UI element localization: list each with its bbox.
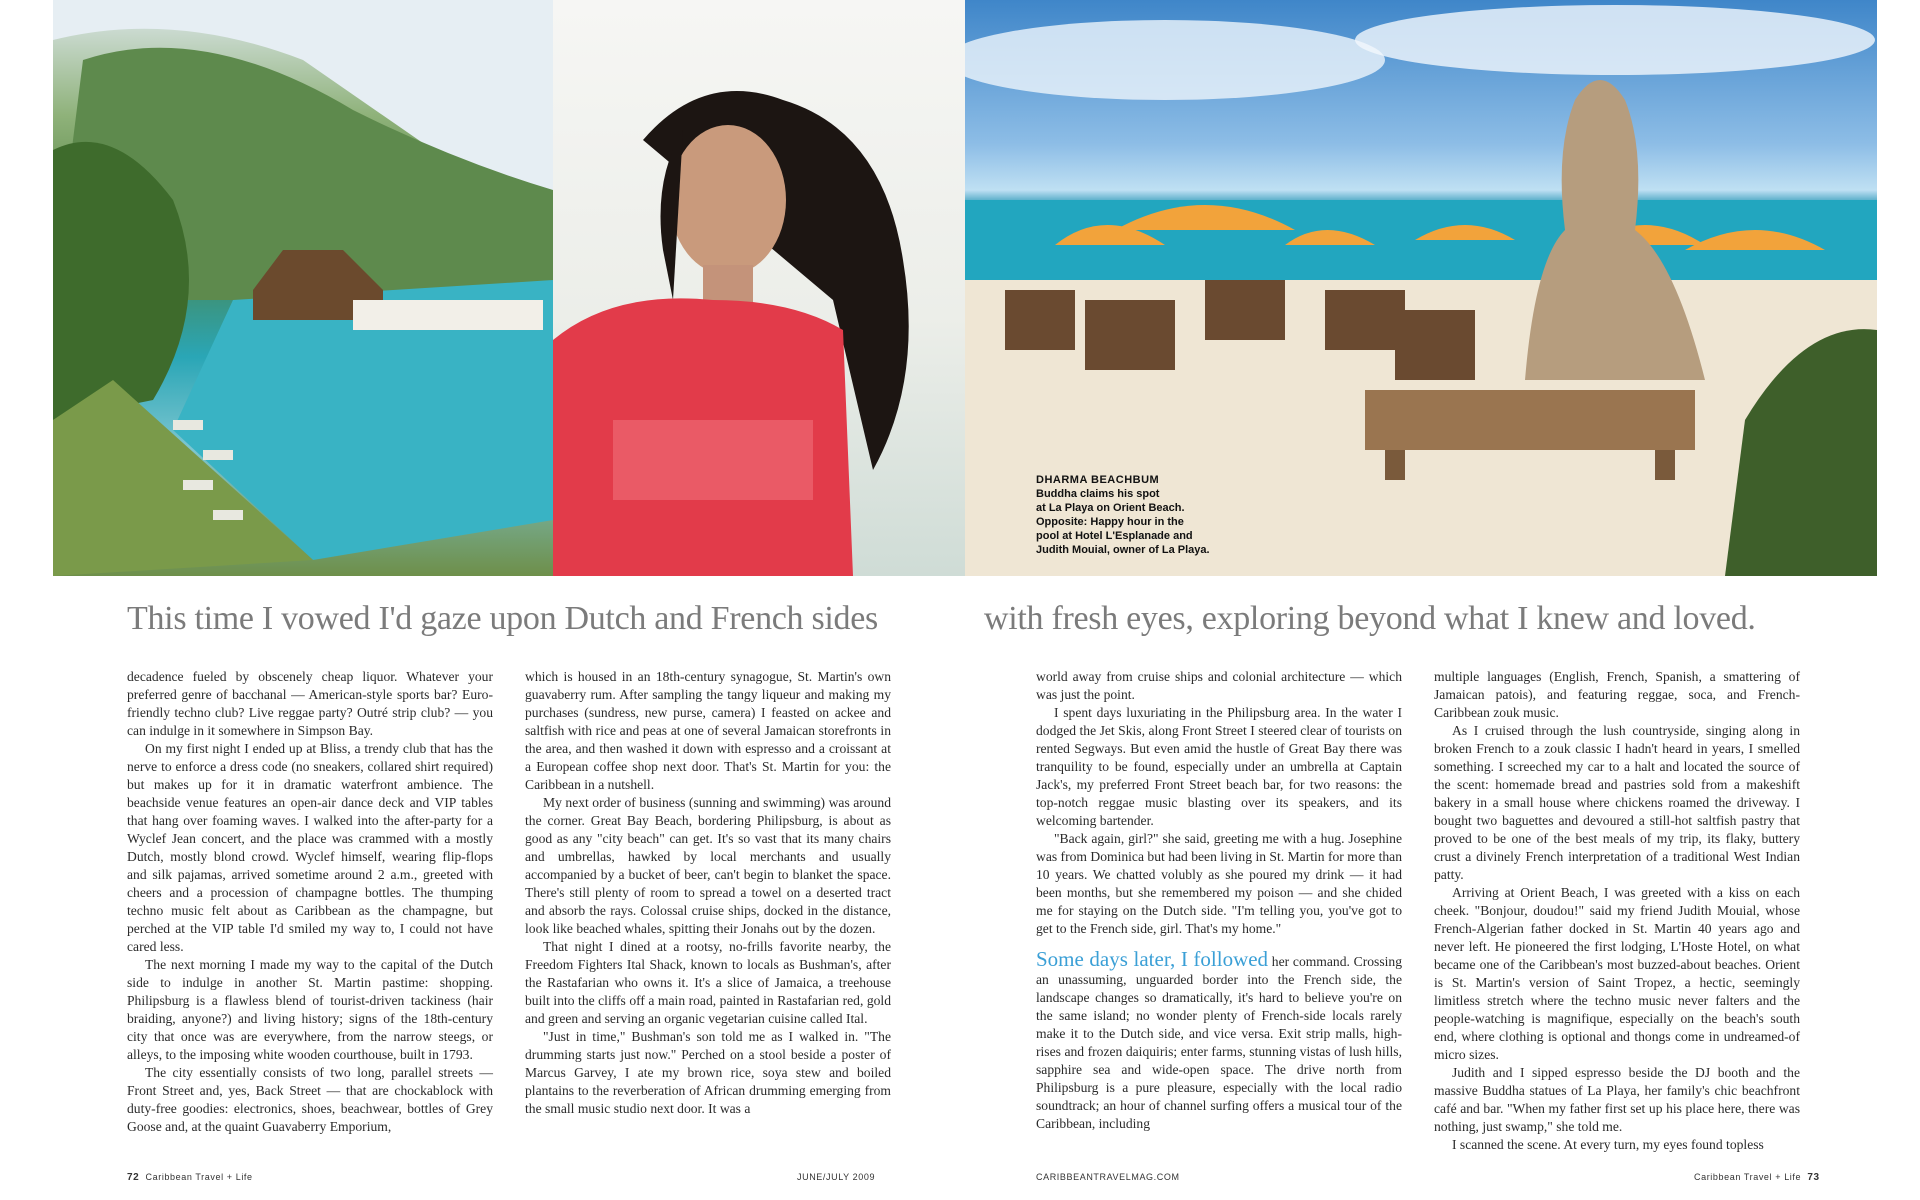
caption-line: Judith Mouial, owner of La Playa. [1036, 544, 1210, 556]
photo-caption [1036, 473, 1296, 557]
paragraph: The next morning I made my way to the capital of the Dutch side to indulge in another St. Martin pastime: shopping. Philipsburg is a flawless blend of tourist-driven tackiness (hair braiding, anyone?) and living history; signs of the 18th-century city that once was are everywhere, from the narrow steegs, or alleys, to the imposing white wooden courthouse, built in 1793. [127, 957, 493, 1062]
paragraph: On my first night I ended up at Bliss, a trendy club that has the nerve to enforce a dress code (no sneakers, collared shirt required) but makes up for it in dramatic waterfront ambience. The beachside venue features an open-air dance deck and VIP tables that hang over foaming waves. I walked into the after-party for a Wyclef Jean concert, and the place was crammed with a mostly Dutch, mostly blond crowd. Wyclef himself, wearing flip-flops and silk pajamas, arrived sometime around 2 a.m., greeted with cheers and a procession of champagne bottles. The thumping techno music felt about as Caribbean as the champagne, but perched at the VIP table I'd smiled my way to, I could not have cared less. [127, 741, 493, 954]
pull-quote-left: This time I vowed I'd gaze upon Dutch and French sides [127, 600, 878, 637]
resort-pool-illustration [53, 0, 553, 576]
lead-in-continuation: her command. Crossing an unassuming, unguarded border into the French side, the landscape changes so dramatically, it's hard to believe you're on the same island; no wonder plenty of French-side locals rarely make it to the Dutch side, and vice versa. Exit strip malls, high-rises and frozen daiquiris; enter farms, stunning vistas of lush hills, sapphire sea and wide-open space. The drive north from Philipsburg is a pure pleasure, especially with the local radio soundtrack; an hour of channel surfing offers a musical tour of the Caribbean, including [1036, 954, 1402, 1131]
paragraph: That night I dined at a rootsy, no-frills favorite nearby, the Freedom Fighters Ital Shack, known to locals as Bushman's, after the Rastafarian who owns it. It's a slice of Jamaica, a treehouse built into the cliffs off a main road, painted in Rastafarian red, gold and green and serving an organic vegetarian cuisine called Ital. [525, 939, 891, 1026]
paragraph: The city essentially consists of two long, parallel streets — Front Street and, yes, Back Street — that are chockablock with duty-free goodies: electronics, shoes, beachwear, bottles of Grey Goose and, at the quaint Guavaberry Emporium, [127, 1065, 493, 1134]
text-column-1 [127, 668, 493, 1136]
resort-pool-photo [53, 0, 553, 576]
caption-line: pool at Hotel L'Esplanade and [1036, 530, 1193, 542]
portrait-illustration [553, 0, 965, 576]
paragraph: Judith and I sipped espresso beside the DJ booth and the massive Buddha statues of La Playa, her family's chic beachfront café and bar. "When my father first set up his place here, there was nothing, just swamp," she told me. [1434, 1065, 1800, 1134]
folio-left [127, 1172, 253, 1183]
magazine-name-right: Caribbean Travel + Life [1694, 1172, 1802, 1182]
paragraph: "Back again, girl?" she said, greeting me with a hug. Josephine was from Dominica but had been living in St. Martin for more than 10 years. We chatted volubly as she poured my drink — it had been months, but she remembered my poison — and she chided me for staying on the Dutch side. "I'm telling you, you've got to get to the French side, girl. That's my home." [1036, 831, 1402, 936]
magazine-name-left: Caribbean Travel + Life [145, 1172, 253, 1182]
paragraph: world away from cruise ships and colonial architecture — which was just the point. [1036, 669, 1402, 702]
pull-quote-right: with fresh eyes, exploring beyond what I knew and loved. [984, 600, 1756, 637]
paragraph: decadence fueled by obscenely cheap liquor. Whatever your preferred genre of bacchanal — American-style sports bar? Euro-friendly techno club? Live reggae party? Outré strip club? — you can indulge in it somewhere in Simpson Bay. [127, 669, 493, 738]
page-number-left: 72 [127, 1172, 140, 1183]
paragraph: multiple languages (English, French, Spanish, a smattering of Jamaican patois), and featuring reggae, soca, and French-Caribbean zouk music. [1434, 669, 1800, 720]
caption-line: at La Playa on Orient Beach. [1036, 502, 1185, 514]
paragraph: Arriving at Orient Beach, I was greeted with a kiss on each cheek. "Bonjour, doudou!" said my friend Judith Mouial, whose French-Algerian father docked in St. Martin 40 years ago and never left. He pioneered the first lodging, L'Hoste Hotel, on what became one of the Caribbean's most buzzed-about beaches. Orient is St. Martin's version of Saint Tropez, a hectic, seemingly limitless stretch where the techno music never falters and the people-watching is magnifique, especially on the beach's south end, where clothing is optional and thongs come in undreamed-of micro sizes. [1434, 885, 1800, 1062]
paragraph: My next order of business (sunning and swimming) was around the corner. Great Bay Beach, bordering Philipsburg, is about as good as any "city beach" can get. It's so vast that its many chairs and umbrellas, hawked by local merchants and usually accompanied by a bucket of beer, can't begin to blanket the space. There's still plenty of room to spread a towel on a deserted tract and absorb the rays. Colossal cruise ships, docked in the distance, look like beached whales, spitting their Jonahs out by the dozen. [525, 795, 891, 936]
lead-in-text: Some days later, I followed [1036, 947, 1269, 971]
paragraph: I spent days luxuriating in the Philipsburg area. In the water I dodged the Jet Skis, along Front Street I steered clear of tourists on rented Segways. But even amid the hustle of Great Bay there was tranquility to be found, especially under an umbrella at Captain Jack's, my preferred Front Street beach bar, for two reasons: the top-notch reggae music blasting over its speakers, and its welcoming bartender. [1036, 705, 1402, 828]
paragraph: "Just in time," Bushman's son told me as I walked in. "The drumming starts just now." Perched on a stool beside a poster of Marcus Garvey, I ate my brown rice, soya stew and boiled plantains to the reverberation of African drumming emerging from the small music studio next door. It was a [525, 1029, 891, 1116]
paragraph: which is housed in an 18th-century synagogue, St. Martin's own guavaberry rum. After sampling the tangy liqueur and making my purchases (sundress, new purse, camera) I feasted on ackee and saltfish with rice and peas at one of several Jamaican storefronts in the area, and then washed it down with espresso and a croissant at a European coffee shop next door. That's St. Martin for you: the Caribbean in a nutshell. [525, 669, 891, 792]
text-column-3 [1036, 668, 1402, 1133]
caption-title: DHARMA BEACHBUM [1036, 474, 1160, 486]
paragraph: As I cruised through the lush countryside, singing along in broken French to a zouk classic I hadn't heard in years, I smelled something. I screeched my car to a halt and located the source of the scent: homemade bread and pastries sold from a makeshift bakery in a small house where chickens roamed the driveway. I bought two baguettes and devoured a still-hot saltfish pastry that proved to be one of the best meals of my trip, its flaky, buttery crust a divinely French interpretation of a traditional West Indian patty. [1434, 723, 1800, 882]
folio-right [1694, 1172, 1820, 1183]
text-column-2 [525, 668, 891, 1118]
page-number-right: 73 [1807, 1172, 1820, 1183]
caption-line: Buddha claims his spot [1036, 488, 1160, 500]
folio-date: JUNE/JULY 2009 [797, 1172, 876, 1182]
paragraph: I scanned the scene. At every turn, my eyes found topless [1452, 1137, 1764, 1152]
caption-line: Opposite: Happy hour in the [1036, 516, 1184, 528]
text-column-4 [1434, 668, 1800, 1154]
folio-site: CARIBBEANTRAVELMAG.COM [1036, 1172, 1180, 1182]
portrait-photo [553, 0, 965, 576]
paragraph-with-lead-in [1036, 947, 1402, 1133]
